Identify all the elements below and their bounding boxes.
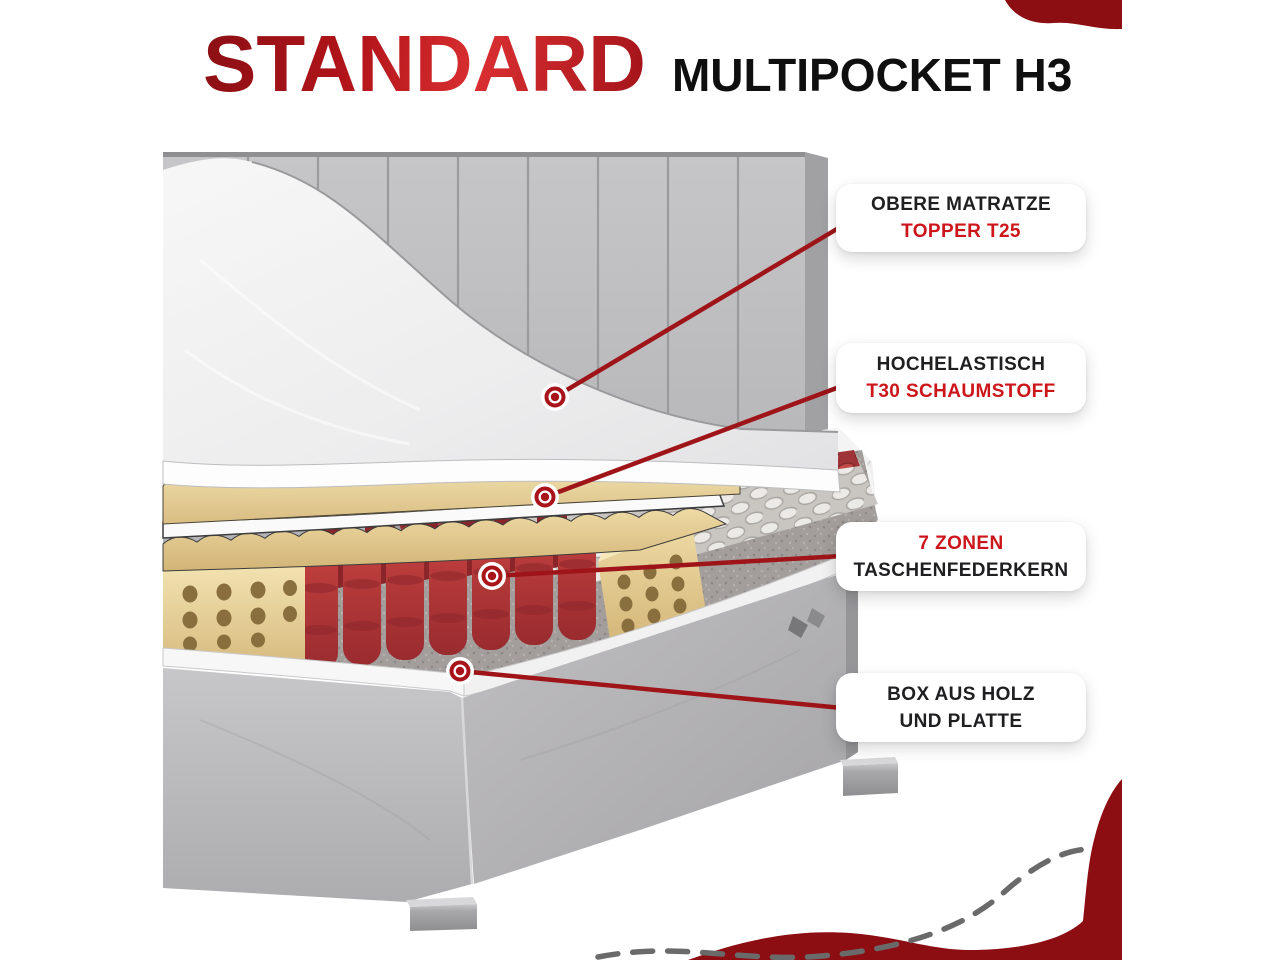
marker-springs bbox=[478, 562, 506, 590]
decor-blob-bottom-right bbox=[688, 779, 1122, 960]
callout-label-box bbox=[836, 673, 1086, 742]
callout-label-line: TOPPER T25 bbox=[901, 221, 1021, 242]
bed-foot-left bbox=[406, 897, 477, 931]
marker-box bbox=[446, 657, 474, 685]
title-primary: STANDARD bbox=[203, 19, 646, 108]
callout-label-line: UND PLATTE bbox=[899, 710, 1023, 732]
callout-label-line: HOCHELASTISCH bbox=[876, 354, 1046, 375]
marker-topper bbox=[541, 383, 569, 411]
callout-label-line: T30 SCHAUMSTOFF bbox=[866, 381, 1056, 402]
perforated-foam-left bbox=[163, 562, 305, 660]
title-secondary: MULTIPOCKET H3 bbox=[671, 49, 1073, 101]
callout-label-foam bbox=[836, 343, 1086, 413]
callout-label-springs bbox=[836, 522, 1086, 591]
callout-label-line: TASCHENFEDERKERN bbox=[853, 559, 1069, 581]
callout-label-line: 7 ZONEN bbox=[918, 532, 1004, 554]
callout-label-line: OBERE MATRATZE bbox=[870, 194, 1052, 215]
callout-label-line: BOX AUS HOLZ bbox=[887, 683, 1035, 705]
callout-label-topper bbox=[836, 184, 1086, 252]
page-title bbox=[203, 19, 1073, 108]
bed-foot-right bbox=[840, 757, 898, 796]
marker-foam bbox=[531, 483, 559, 511]
